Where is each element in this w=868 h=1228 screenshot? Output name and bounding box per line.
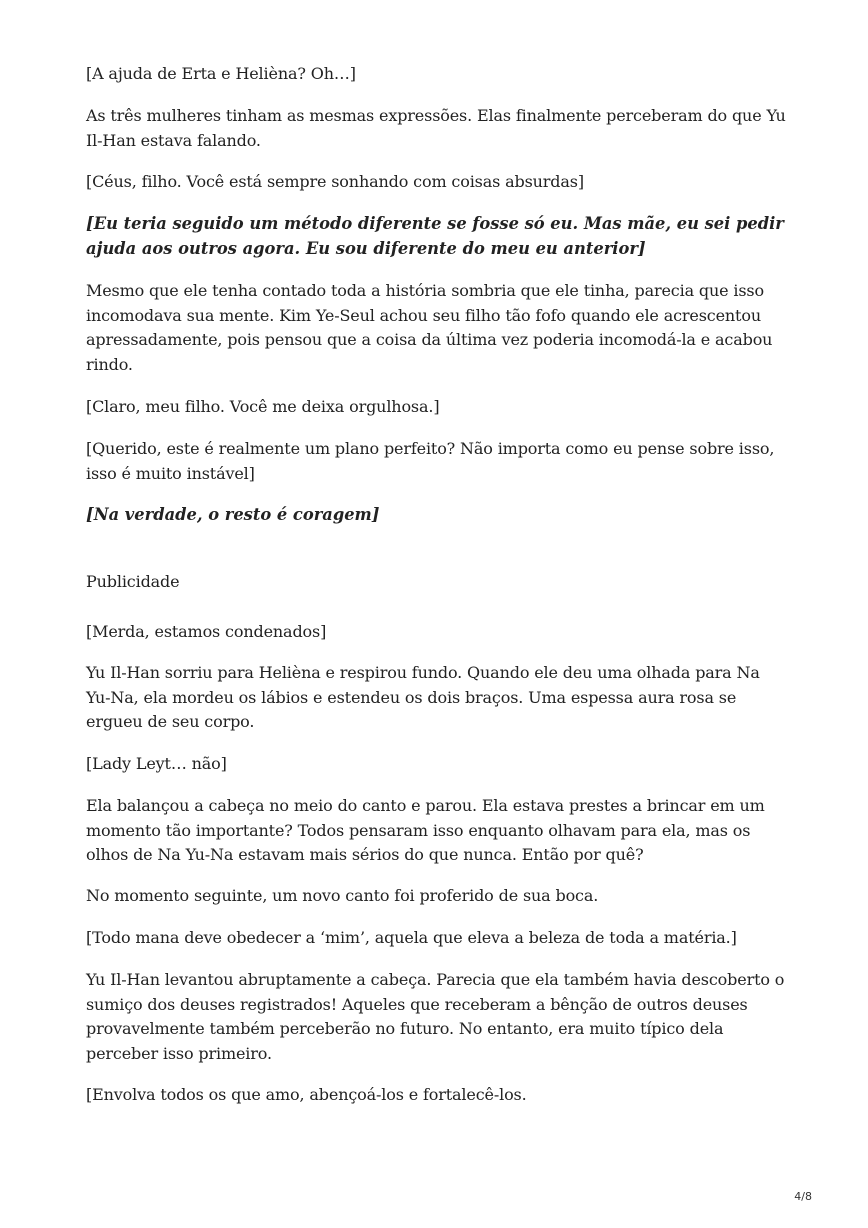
dialogue-paragraph: [Céus, filho. Você está sempre sonhando com coisas absurdas] xyxy=(86,172,584,191)
emphasized-dialogue-paragraph: [Na verdade, o resto é coragem] xyxy=(86,505,380,524)
page-number: 4/8 xyxy=(794,1190,812,1203)
narration-paragraph: Yu Il-Han levantou abruptamente a cabeça. Parecia que ela também havia descoberto o sumiço dos deuses registrados! Aqueles que receberam a bênção de outros deuses provavelmente também perceberão no futuro. No entanto, era muito típico dela perceber isso primeiro. xyxy=(86,970,785,1063)
dialogue-paragraph: [Querido, este é realmente um plano perfeito? Não importa como eu pense sobre isso, isso é muito instável] xyxy=(86,439,775,483)
narration-paragraph: Yu Il-Han sorriu para Helièna e respirou fundo. Quando ele deu uma olhada para Na Yu-Na, ela mordeu os lábios e estendeu os dois braços. Uma espessa aura rosa se ergueu de seu corpo. xyxy=(86,663,760,731)
dialogue-paragraph: [Lady Leyt… não] xyxy=(86,754,227,773)
narration-paragraph: As três mulheres tinham as mesmas expressões. Elas finalmente perceberam do que Yu Il-Han estava falando. xyxy=(86,106,786,150)
dialogue-paragraph: [Envolva todos os que amo, abençoá-los e fortalecê-los. xyxy=(86,1085,527,1104)
emphasized-dialogue-paragraph: [Eu teria seguido um método diferente se fosse só eu. Mas mãe, eu sei pedir ajuda aos outros agora. Eu sou diferente do meu eu anterior] xyxy=(86,214,784,258)
narration-paragraph: Ela balançou a cabeça no meio do canto e parou. Ela estava prestes a brincar em um momento tão importante? Todos pensaram isso enquanto olhavam para ela, mas os olhos de Na Yu-Na estavam mais sérios do que nunca. Então por quê? xyxy=(86,796,765,864)
dialogue-paragraph: [Claro, meu filho. Você me deixa orgulhosa.] xyxy=(86,397,440,416)
dialogue-paragraph: [Todo mana deve obedecer a ‘mim’, aquela que eleva a beleza de toda a matéria.] xyxy=(86,928,737,947)
narration-paragraph: Mesmo que ele tenha contado toda a história sombria que ele tinha, parecia que isso incomodava sua mente. Kim Ye-Seul achou seu filho tão fofo quando ele acrescentou apressadamente, pois pensou que a coisa da última vez poderia incomodá-la e acabou rindo. xyxy=(86,281,773,374)
dialogue-paragraph: [A ajuda de Erta e Helièna? Oh…] xyxy=(86,64,356,83)
narration-paragraph: No momento seguinte, um novo canto foi proferido de sua boca. xyxy=(86,886,599,905)
dialogue-paragraph: [Merda, estamos condenados] xyxy=(86,622,327,641)
advertisement-label: Publicidade xyxy=(86,572,180,591)
